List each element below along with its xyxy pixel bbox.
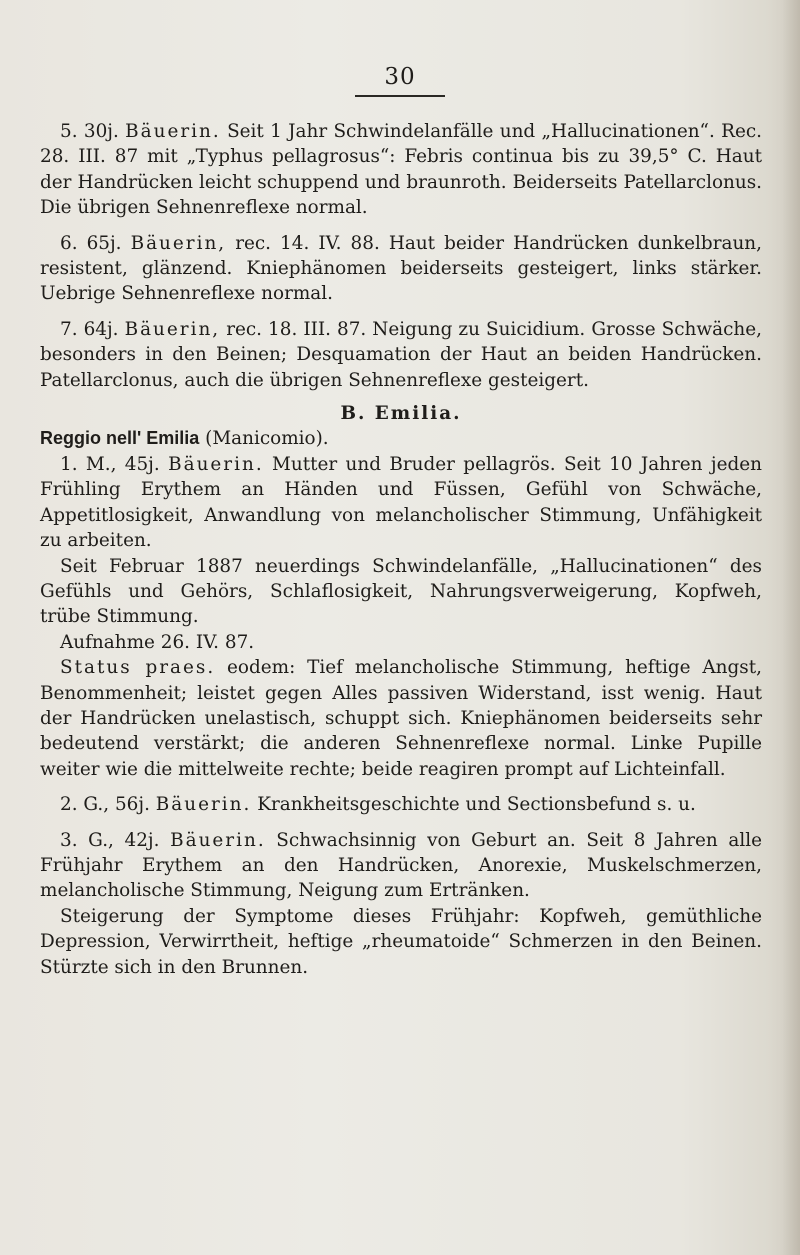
case-entry-7 — [40, 317, 762, 393]
case-number: 7. 64j. — [60, 318, 119, 340]
place-note: (Manicomio). — [205, 428, 329, 450]
status-label: Status praes. — [60, 657, 216, 679]
case-paragraph: Seit Februar 1887 neuerdings Schwindelanfälle, „Hallucinationen“ des Gefühls und Gehörs, Schlaflosigkeit, Nahrungsverweigerung, Kopfweh, trübe Stimmung. — [40, 555, 762, 628]
page-number: 30 — [384, 64, 416, 90]
case-entry-6 — [40, 231, 762, 307]
case-entry-m3 — [40, 828, 762, 904]
case-text: Krankheitsgeschichte und Sectionsbefund s. u. — [257, 794, 696, 816]
case-spaced-word: Bäuerin. — [125, 121, 221, 142]
case-spaced-word: Bäuerin. — [168, 453, 264, 475]
section-heading: B. Emilia. — [340, 403, 462, 425]
case-admission: Aufnahme 26. IV. 87. — [60, 631, 255, 653]
body-text — [40, 119, 762, 980]
case-spaced-word: Bäuerin, — [130, 232, 227, 254]
case-entry-5 — [40, 119, 762, 221]
case-number: 3. G., 42j. — [60, 829, 160, 851]
case-number: 5. 30j. — [60, 121, 119, 142]
case-number: 1. M., 45j. — [60, 453, 160, 475]
case-text: Schwachsinnig von Geburt an. Seit 8 Jahren alle Frühjahr Erythem an den Handrücken, Anorexie, Muskelschmerzen, melancholische Stimmung, Neigung zum Ertränken. — [40, 829, 762, 902]
page-number-rule — [355, 95, 445, 97]
case-spaced-word: Bäuerin. — [155, 794, 252, 816]
case-text: rec. 18. III. 87. Neigung zu Suicidium. Grosse Schwäche, besonders in den Beinen; Desquamation der Haut an beiden Handrücken. Patellarclonus, auch die übrigen Sehnenreflexe gesteigert. — [40, 318, 762, 391]
case-entry-m2 — [40, 792, 762, 817]
status-text: eodem: Tief melancholische Stimmung, heftige Angst, Benommenheit; leistet gegen Alles passiven Widerstand, isst wenig. Haut der Handrücken unelastisch, schuppt sich. Kniephänomen beiderseits sehr bedeutend verstärkt; die anderen Sehnenreflexe normal. Linke Pupille weiter wie die mittelweite rechte; beide reagiren prompt auf Lichteinfall. — [40, 657, 762, 780]
case-spaced-word: Bäuerin. — [170, 829, 266, 851]
case-text: Mutter und Bruder pellagrös. Seit 10 Jahren jeden Frühling Erythem an Händen und Füssen, Gefühl von Schwäche, Appetitlosigkeit, Anwandlung von melancholischer Stimmung, Unfähigkeit zu arbeiten. — [40, 453, 762, 552]
case-number: 2. G., 56j. — [60, 794, 150, 816]
place-name: Reggio nell' Emilia — [40, 428, 200, 449]
case-entry-m1 — [40, 452, 762, 554]
page-edge-shadow — [782, 0, 800, 1255]
case-text: rec. 14. IV. 88. Haut beider Handrücken dunkelbraun, resistent, glänzend. Kniephänomen beiderseits gesteigert, links stärker. Uebrige Sehnenreflexe normal. — [40, 232, 762, 305]
place-heading — [40, 426, 762, 451]
case-text: Seit 1 Jahr Schwindelanfälle und „Hallucinationen“. Rec. 28. III. 87 mit „Typhus pellagrosus“: Febris continua bis zu 39,5° C. Haut der Handrücken leicht schuppend und braunroth. Beiderseits Patellarclonus. Die übrigen Sehnenreflexe normal. — [40, 121, 763, 219]
case-paragraph: Steigerung der Symptome dieses Frühjahr: Kopfweh, gemüthliche Depression, Verwirrtheit, heftige „rheumatoide“ Schmerzen in den Beinen. Stürzte sich in den Brunnen. — [40, 905, 762, 978]
case-spaced-word: Bäuerin, — [124, 318, 221, 340]
case-status — [40, 655, 762, 782]
case-number: 6. 65j. — [60, 232, 122, 254]
